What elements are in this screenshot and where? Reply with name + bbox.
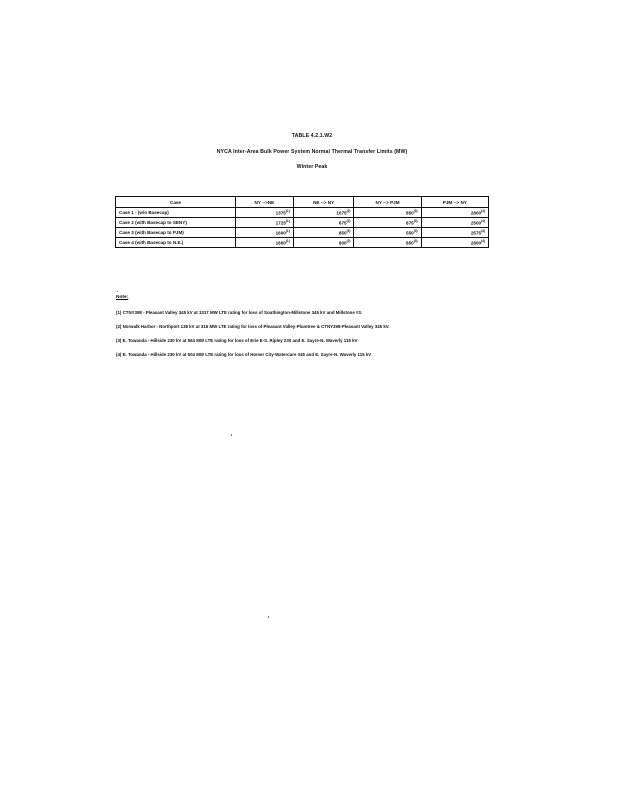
table-row (116, 228, 489, 238)
note-ref: (2) (346, 239, 351, 244)
table-id: TABLE 4.2.1.W2 (291, 133, 333, 139)
table-row (116, 238, 489, 248)
value-cell (354, 228, 421, 238)
note-ref: (4) (481, 239, 485, 244)
value: 875 (406, 220, 414, 226)
note-ref: (3) (413, 239, 418, 244)
value: 2575 (470, 230, 482, 236)
value: 850 (338, 230, 347, 236)
value-cell (293, 238, 354, 248)
case-label: Case 4 (with Basecap to N.E.) (116, 238, 236, 248)
transfer-limits-table (115, 196, 489, 248)
scan-speck (117, 291, 118, 292)
case-label: Case 2 (with Basecap to SENY) (116, 218, 236, 228)
value: 2500 (470, 220, 482, 226)
value: 1075 (336, 210, 347, 216)
value-cell (236, 218, 294, 228)
note-ref: (2) (346, 209, 351, 214)
value: 1600 (275, 240, 286, 246)
note-ref: (1) (285, 209, 290, 214)
note-ref: (1) (285, 219, 290, 224)
header-ny-ne: NY -->NE (236, 197, 294, 208)
value: 800 (338, 240, 347, 246)
value-cell (421, 208, 488, 218)
scan-speck (268, 616, 269, 618)
value-cell (293, 228, 354, 238)
case-label: Case 1 - (w/o Basecap) (116, 208, 236, 218)
value: 550 (406, 230, 414, 236)
table-title: NYCA Inter-Area Bulk Power System Normal Thermal Transfer Limits (MW) (216, 149, 408, 155)
value-cell (236, 238, 294, 248)
value-cell (293, 218, 354, 228)
note-ref: (3) (413, 209, 418, 214)
value-cell (354, 238, 421, 248)
value: 675 (338, 220, 347, 226)
value: 850 (406, 210, 414, 216)
value-cell (293, 208, 354, 218)
note-ref: (1) (285, 239, 290, 244)
value-cell (236, 208, 294, 218)
note-item: (3) E. Towanda - Hillside 230 kV at 564 MW LTE rating for loss of Erie E-S. Ripley 230 and E. Sayre-N. Waverly 115 kV (116, 338, 358, 343)
note-ref: (2) (346, 219, 351, 224)
season-label: Winter Peak (296, 164, 328, 170)
value: 850 (406, 240, 414, 246)
table-row (116, 208, 489, 218)
note-ref: (4) (481, 219, 485, 224)
value-cell (421, 238, 488, 248)
note-ref: (4) (481, 209, 485, 214)
header-pjm-ny: PJM --> NY (421, 197, 488, 208)
value-cell (421, 218, 488, 228)
value-cell (354, 218, 421, 228)
case-label: Case 3 (with Basecap to PJM) (116, 228, 236, 238)
value-cell (354, 208, 421, 218)
value: 2800 (470, 240, 482, 246)
note-item: (2) Norwalk Harbor - Northport 138 kV at 315 MW LTE rating for loss of Pleasant Valley-Plumtree & CTNY398-Pleasant Valley 345 kV. (116, 324, 390, 329)
note-ref: (3) (413, 229, 418, 234)
note-ref: (3) (413, 219, 418, 224)
note-item: (4) E. Towanda - Hillside 230 kV at 504 MW LTE rating for loss of Homer City-Watercure 345 and E. Sayre-N. Waverly 115 kV (116, 352, 372, 357)
notes-title: Note: (116, 295, 129, 300)
header-ny-pjm: NY --> PJM (354, 197, 421, 208)
table-header-row (116, 197, 489, 208)
value-cell (236, 228, 294, 238)
table-row (116, 218, 489, 228)
note-ref: (2) (346, 229, 351, 234)
header-ne-ny: NE --> NY (293, 197, 354, 208)
value: 1375 (275, 210, 286, 216)
value-cell (421, 228, 488, 238)
value: 1600 (275, 230, 286, 236)
note-ref: (1) (285, 229, 290, 234)
header-case: Case (116, 197, 236, 208)
note-ref: (4) (481, 229, 485, 234)
note-item: (1) CTNY398 - Pleasant Valley 345 kV at 1317 MW LTE rating for loss of Southington-Millstone 345 kV and Millstone #3. (116, 310, 363, 315)
value: 1725 (275, 220, 286, 226)
value: 2800 (470, 210, 482, 216)
scan-speck (231, 434, 232, 436)
